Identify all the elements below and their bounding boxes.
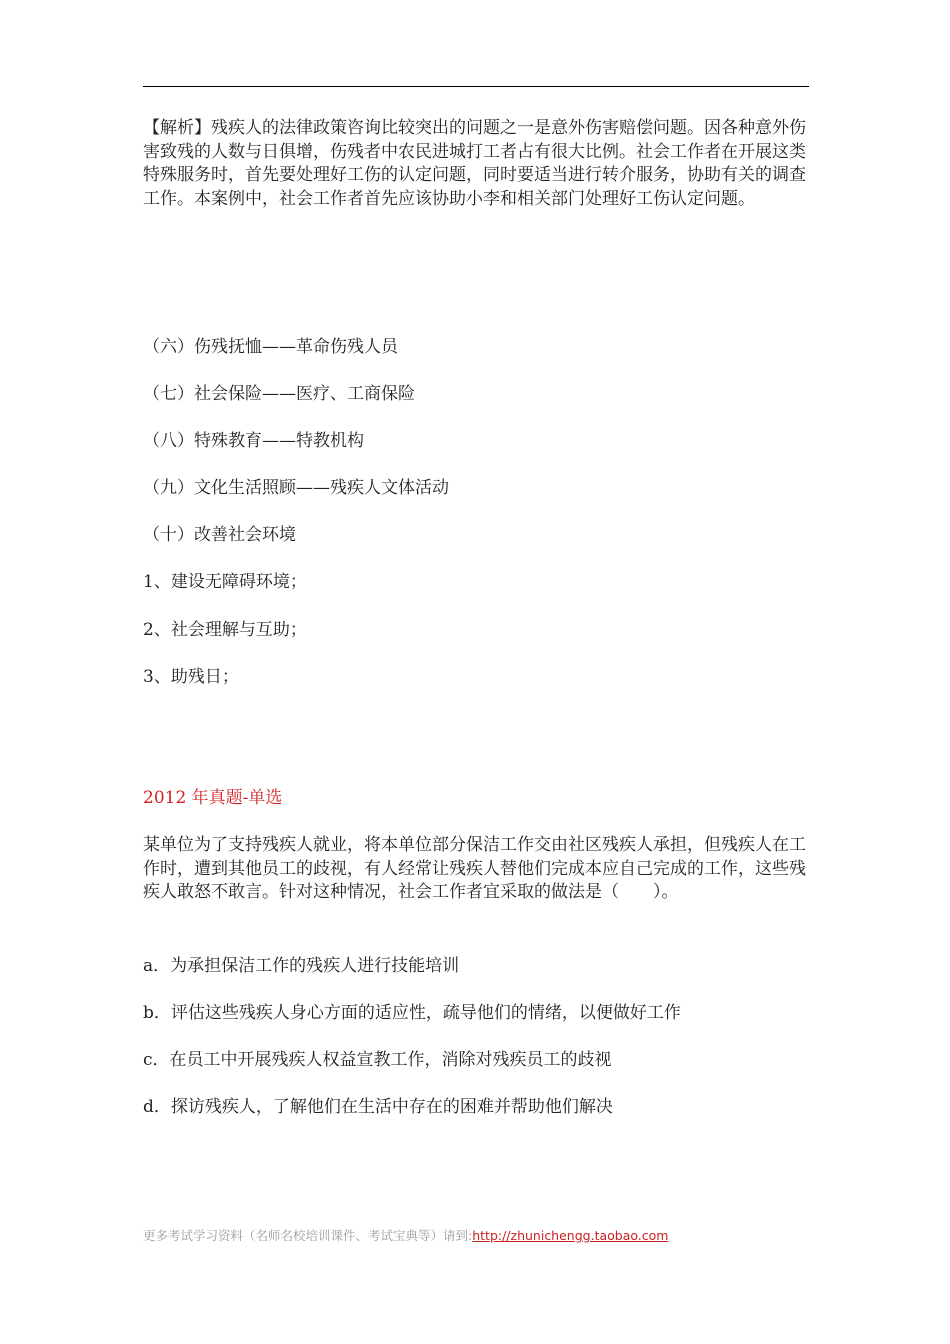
option-a: a．为承担保洁工作的残疾人进行技能培训 (143, 956, 460, 976)
analysis-paragraph: 【解析】残疾人的法律政策咨询比较突出的问题之一是意外伤害赔偿问题。因各种意外伤害致残的人数与日俱增，伤残者中农民进城打工者占有很大比例。社会工作者在开展这类特殊服务时，首先要处理好工伤的认定问题，同时要适当进行转介服务，协助有关的调查工作。本案例中，社会工作者首先应该协助小李和相关部门处理好工伤认定问题。 (143, 118, 806, 209)
question-paragraph: 某单位为了支持残疾人就业，将本单位部分保洁工作交由社区残疾人承担，但残疾人在工作时，遭到其他员工的歧视，有人经常让残疾人替他们完成本应自己完成的工作，这些残疾人敢怒不敢言。针对这种情况，社会工作者宜采取的做法是（ ）。 (143, 835, 806, 902)
list-item: （十）改善社会环境 (143, 525, 296, 545)
list-item: 1、建设无障碍环境； (143, 572, 307, 592)
list-item: （六）伤残抚恤——革命伤残人员 (143, 337, 398, 357)
option-c: c．在员工中开展残疾人权益宣教工作，消除对残疾员工的歧视 (143, 1050, 612, 1070)
list-item: （九）文化生活照顾——残疾人文体活动 (143, 478, 449, 498)
list-item: （七）社会保险——医疗、工商保险 (143, 384, 415, 404)
list-item: （八）特殊教育——特教机构 (143, 431, 364, 451)
header-rule (143, 86, 809, 87)
footer (143, 1226, 668, 1244)
footer-link[interactable]: http://zhunichengg.taobao.com (472, 1228, 669, 1243)
list-item: 2、社会理解与互助； (143, 620, 307, 640)
option-d: d．探访残疾人，了解他们在生活中存在的困难并帮助他们解决 (143, 1097, 613, 1117)
exam-heading: 2012 年真题-单选 (143, 788, 283, 808)
list-item: 3、助残日； (143, 667, 239, 687)
footer-text: 更多考试学习资料（名师名校培训课件、考试宝典等）请到: (143, 1228, 473, 1243)
option-b: b．评估这些残疾人身心方面的适应性，疏导他们的情绪，以便做好工作 (143, 1003, 681, 1023)
